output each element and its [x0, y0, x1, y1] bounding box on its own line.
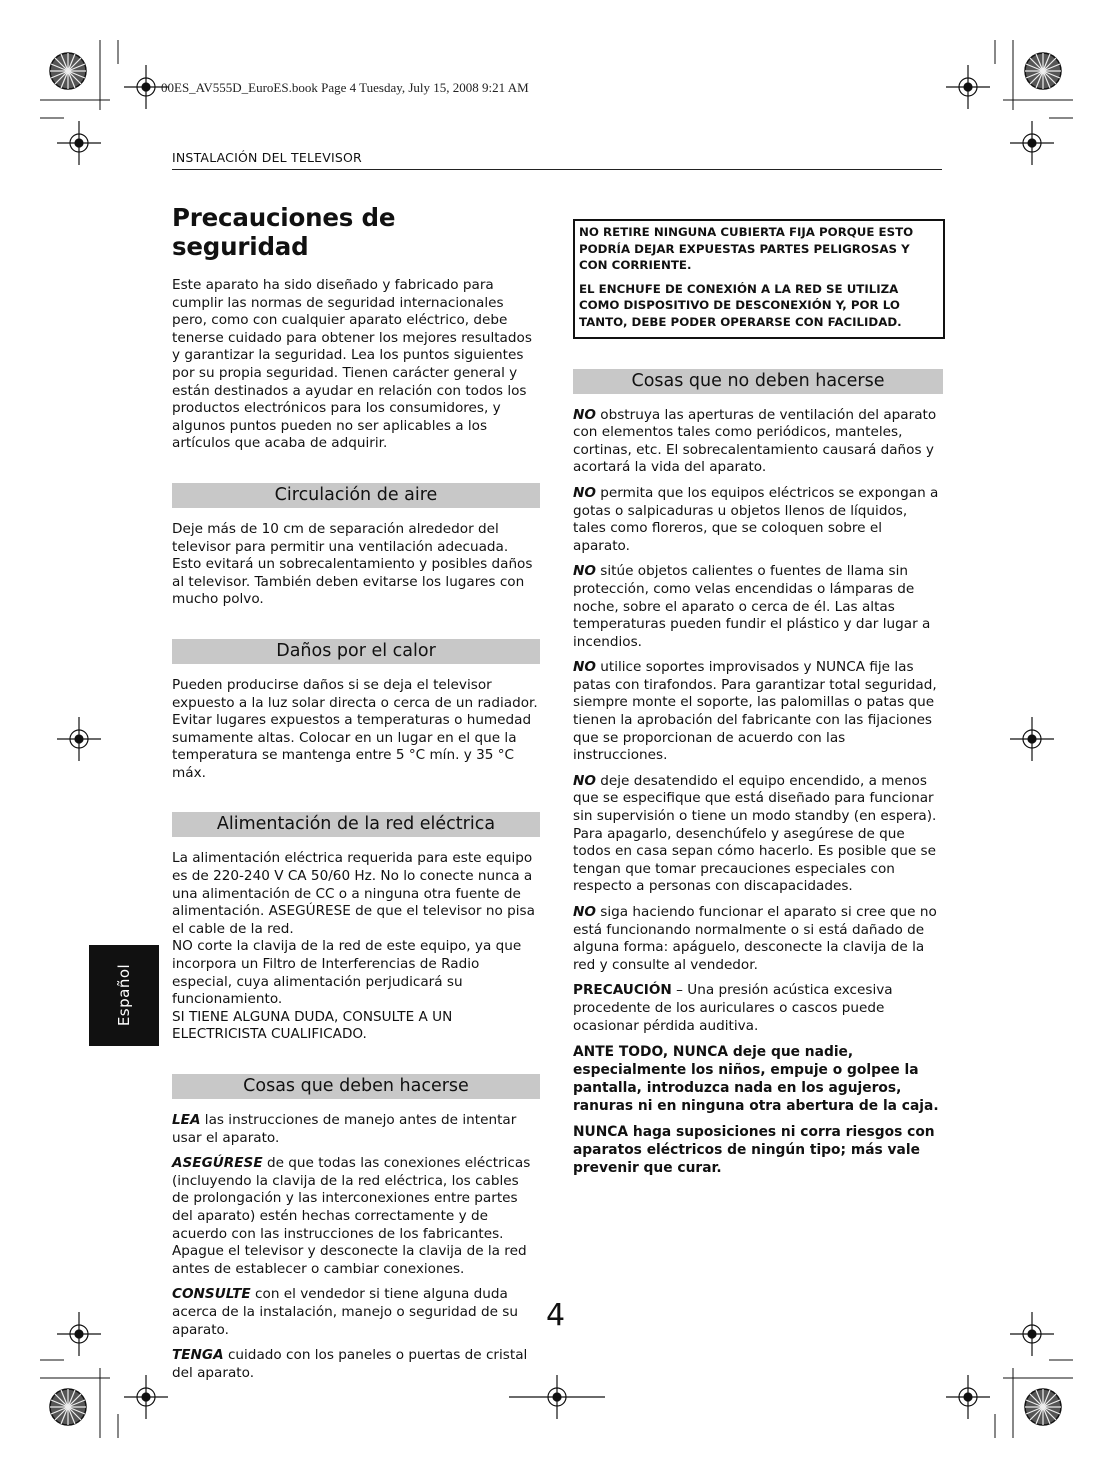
dont-item: NO obstruya las aperturas de ventilación del aparato con elementos tales como periódicos, manteles, cortinas, etc. El sobrecalentamiento causará daños y acortará la vida del aparato.: [573, 406, 937, 476]
dont-item: NO utilice soportes improvisados y NUNCA fije las patas con tirafondos. Para garantizar total seguridad, siempre monte el soporte, las palomillas o patas que tienen la aprobación del fabricante con las fijaciones que se proporcionan de acuerdo con las instrucciones.: [573, 659, 937, 764]
do-item: CONSULTE con el vendedor si tiene alguna duda acerca de la instalación, manejo o seguridad de su aparato.: [172, 1286, 518, 1338]
print-header: 00ES_AV555D_EuroES.book Page 4 Tuesday, July 15, 2008 9:21 AM: [161, 80, 529, 95]
dont-item: NO siga haciendo funcionar el aparato si cree que no está funcionando normalmente o si está dañado de alguna forma: apáguelo, desconecte la clavija de la red y consulte al vendedor.: [573, 904, 937, 973]
language-tab-label: Español: [115, 963, 133, 1027]
left-column: [172, 203, 540, 1390]
power-supply-text-2: NO corte la clavija de la red de este equipo, ya que incorpora un Filtro de Interferencias de Radio especial, cuya alimentación perjudicará su funcionamiento.: [172, 938, 522, 1008]
dont-item: NO permita que los equipos eléctricos se expongan a gotas o salpicaduras u objetos llenos de líquidos, tales como floreros, que se coloquen sobre el aparato.: [573, 484, 939, 554]
dont-item: NO sitúe objetos calientes o fuentes de llama sin protección, como velas encendidas o lámparas de noche, sobre el aparato o cerca de él. Las altas temperaturas pueden fundir el plástico y dar lugar a incendios.: [573, 563, 931, 650]
page-title: Precauciones de seguridad: [172, 203, 396, 261]
air-circulation-text: Deje más de 10 cm de separación alrededor del televisor para permitir una ventilación adecuada. Esto evitará un sobrecalentamiento y posibles daños al televisor. También deben evitarse los lugares con mucho polvo.: [172, 520, 533, 608]
right-column: [573, 219, 943, 1185]
dont-item: NO deje desatendido el equipo encendido, a menos que se especifique que está diseñado para funcionar sin supervisión o tiene un modo standby (en espera). Para apagarlo, desenchúfelo y asegúrese de que todos en casa sepan cómo hacerlo. Es posible que se tengan que tomar precauciones especiales con respecto a personas con discapacidades.: [573, 772, 937, 895]
power-supply-text-1: La alimentación eléctrica requerida para este equipo es de 220-240 V CA 50/60 Hz. No lo conecte nunca a una alimentación de CC o a ninguna otra fuente de alimentación. ASEGÚRESE de que el televisor no pisa el cable de la red.: [172, 850, 535, 937]
power-supply-heading: Alimentación de la red eléctrica: [172, 812, 540, 837]
children-warning: ANTE TODO, NUNCA deje que nadie, especialmente los niños, empuje o golpee la pantalla, introduzca nada en los agujeros, ranuras ni en ninguna otra abertura de la caja.: [573, 1044, 939, 1115]
power-supply-text-3: SI TIENE ALGUNA DUDA, CONSULTE A UN ELECTRICISTA CUALIFICADO.: [172, 1008, 453, 1043]
language-tab: [89, 945, 159, 1046]
heat-damage-text: Pueden producirse daños si se deja el televisor expuesto a la luz solar directa o cerca de un radiador. Evitar lugares expuestos a temperaturas o humedad sumamente altas. Colocar en un lugar en el que la temperatura se mantenga entre 5 °C mín. y 35 °C máx.: [172, 676, 538, 781]
page-number: 4: [546, 1298, 566, 1333]
do-item: ASEGÚRESE de que todas las conexiones eléctricas (incluyendo la clavija de la red eléctrica, los cables de prolongación y las interconexiones entre partes del aparato) estén hechas correctamente y de acuerdo con las instrucciones de los fabricantes. Apague el televisor y desconecte la clavija de la red antes de establecer o cambiar conexiones.: [172, 1155, 531, 1277]
caution-note: PRECAUCIÓN – Una presión acústica excesiva procedente de los auriculares o cascos puede ocasionar pérdida auditiva.: [573, 982, 893, 1034]
section-label: INSTALACIÓN DEL TELEVISOR: [172, 150, 362, 165]
air-circulation-heading: Circulación de aire: [172, 483, 540, 508]
warning-plug: EL ENCHUFE DE CONEXIÓN A LA RED SE UTILIZA COMO DISPOSITIVO DE DESCONEXIÓN Y, POR LO TANTO, DEBE PODER OPERARSE CON FACILIDAD.: [579, 281, 902, 329]
header-rule: [172, 169, 942, 170]
dos-heading: Cosas que deben hacerse: [172, 1074, 540, 1099]
risk-warning: NUNCA haga suposiciones ni corra riesgos con aparatos eléctricos de ningún tipo; más vale prevenir que curar.: [573, 1124, 935, 1177]
do-item: TENGA cuidado con los paneles o puertas de cristal del aparato.: [172, 1347, 528, 1381]
heat-damage-heading: Daños por el calor: [172, 639, 540, 664]
warning-box: [573, 219, 945, 339]
intro-paragraph: Este aparato ha sido diseñado y fabricado para cumplir las normas de seguridad internacionales pero, como con cualquier aparato eléctrico, debe tenerse cuidado para obtener los mejores resultados y garantizar la seguridad. Lea los puntos siguientes por su propia seguridad. Tienen carácter general y están destinados a ayudar en relación con todos los productos electrónicos para los consumidores, y algunos puntos pueden no ser aplicables a los artículos que acaba de adquirir.: [172, 277, 532, 452]
do-item: LEA las instrucciones de manejo antes de intentar usar el aparato.: [172, 1112, 517, 1146]
donts-heading: Cosas que no deben hacerse: [573, 369, 943, 394]
warning-cover: NO RETIRE NINGUNA CUBIERTA FIJA PORQUE ESTO PODRÍA DEJAR EXPUESTAS PARTES PELIGROSAS Y CON CORRIENTE.: [579, 225, 914, 273]
